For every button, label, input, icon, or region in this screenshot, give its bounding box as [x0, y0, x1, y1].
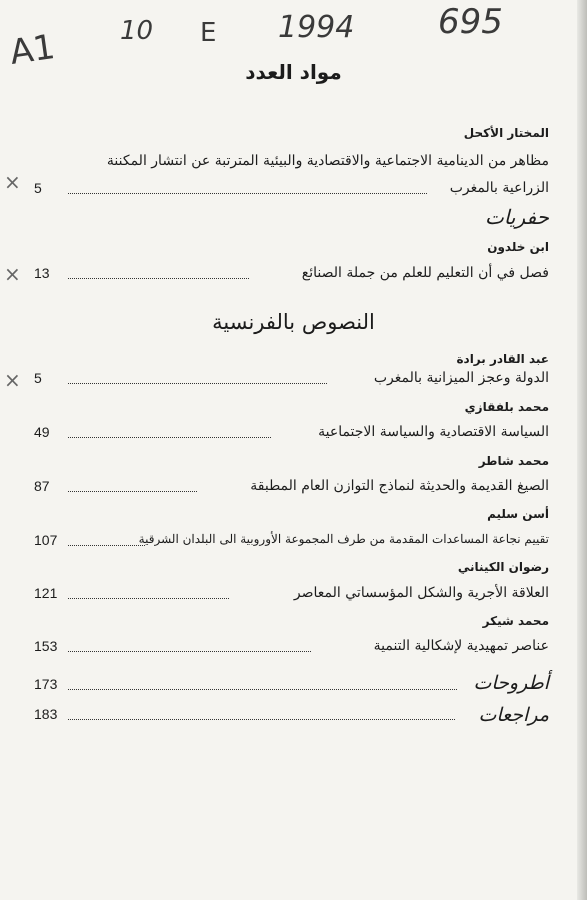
leader-dots: [68, 278, 249, 279]
section-heading-murajaat: مراجعات: [478, 704, 549, 726]
author-name: أسن سليم: [487, 507, 549, 521]
toc-entry[interactable]: [34, 585, 549, 607]
author-name: ابن خلدون: [487, 240, 549, 254]
x-mark: ×: [4, 262, 21, 286]
entry-title-line1: مظاهر من الدينامية الاجتماعية والاقتصادية والبيئية المترتبة عن انتشار المكننة: [106, 153, 549, 169]
entry-title: العلاقة الأجرية والشكل المؤسساتي المعاصر: [293, 585, 549, 601]
page-title: مواد العدد: [245, 60, 342, 84]
toc-entry[interactable]: [34, 180, 549, 202]
leader-dots: [68, 651, 311, 652]
entry-title: تقييم نجاعة المساعدات المقدمة من طرف المجموعة الأوروبية الى البلدان الشرقية: [138, 532, 549, 546]
section-heading-atrohat: أطروحات: [473, 672, 549, 694]
page-number: 87: [34, 478, 50, 494]
section-heading-french: النصوص بالفرنسية: [212, 310, 375, 334]
toc-entry[interactable]: [34, 638, 549, 660]
leader-dots: [68, 598, 229, 599]
entry-title: فصل في أن التعليم للعلم من جملة الصنائع: [301, 265, 549, 281]
toc-entry[interactable]: [34, 370, 549, 392]
page-number: 13: [34, 265, 50, 281]
author-name: محمد شيكر: [482, 614, 549, 628]
leader-dots: [68, 491, 197, 492]
page-number: 5: [34, 180, 42, 196]
handwritten-year: 1994: [278, 10, 355, 45]
leader-dots: [68, 545, 145, 546]
author-name: رضوان الكيناني: [457, 560, 549, 574]
entry-title: السياسة الاقتصادية والسياسة الاجتماعية: [318, 424, 549, 440]
toc-entry[interactable]: [34, 424, 549, 446]
page-number: 49: [34, 424, 50, 440]
leader-dots: [68, 437, 271, 438]
handwritten-code: 695: [438, 2, 503, 42]
leader-dots: [68, 383, 327, 384]
leader-dots: [68, 689, 457, 690]
author-name: محمد بلفقازي: [464, 400, 549, 414]
page-number: 107: [34, 532, 58, 548]
page-number: 153: [34, 638, 58, 654]
entry-title: عناصر تمهيدية لإشكالية التنمية: [373, 638, 549, 654]
author-name: المختار الأكحل: [463, 126, 549, 140]
page-number: 183: [34, 706, 58, 722]
x-mark: ×: [4, 368, 21, 392]
toc-entry[interactable]: [34, 478, 549, 500]
handwritten-a1: A1: [7, 27, 58, 73]
author-name: محمد شاطر: [478, 454, 549, 468]
handwritten-10: 10: [120, 16, 154, 46]
leader-dots: [68, 193, 427, 194]
page-number: 5: [34, 370, 42, 386]
toc-entry[interactable]: [34, 265, 549, 287]
page-edge-shadow: [577, 0, 587, 900]
toc-entry[interactable]: [34, 532, 549, 554]
section-heading-hafriyat: حفريات: [484, 205, 549, 229]
handwritten-e: E: [200, 18, 217, 48]
entry-title: الدولة وعجز الميزانية بالمغرب: [373, 370, 549, 386]
entry-title-line2: الزراعية بالمغرب: [449, 180, 549, 196]
x-mark: ×: [4, 170, 21, 194]
toc-entry[interactable]: [34, 706, 549, 728]
leader-dots: [68, 719, 455, 720]
toc-entry[interactable]: [34, 672, 549, 698]
page-number: 173: [34, 676, 58, 692]
page-number: 121: [34, 585, 58, 601]
author-name: عبد القادر برادة: [456, 352, 549, 366]
entry-title: الصيغ القديمة والحديثة لنماذج التوازن العام المطبقة: [250, 478, 549, 494]
